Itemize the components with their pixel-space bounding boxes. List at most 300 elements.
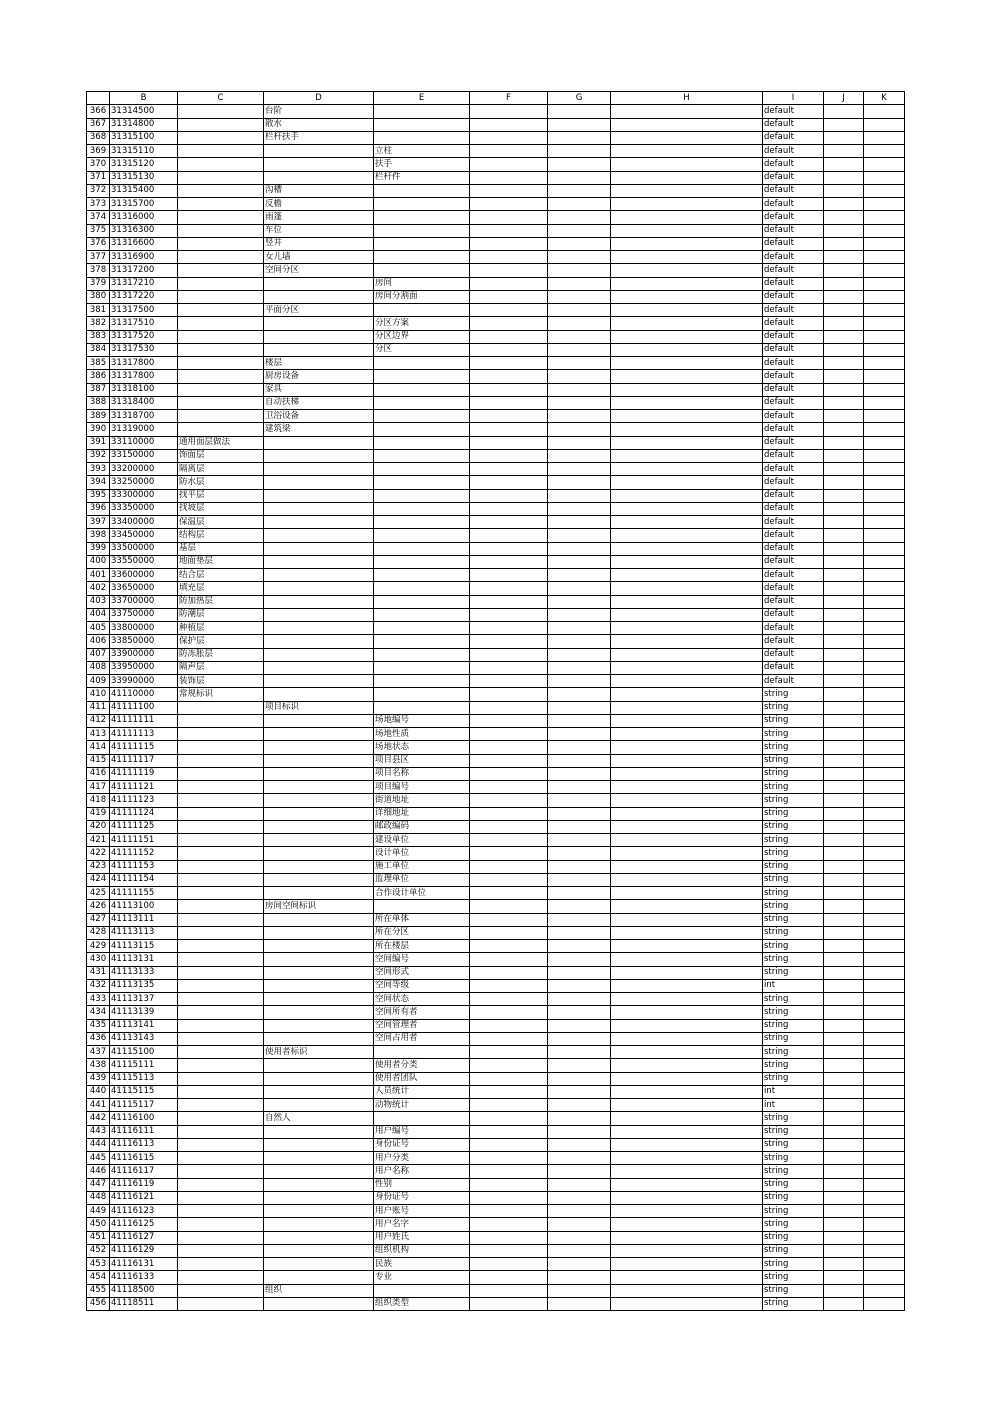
table-cell[interactable]: 用户分类 (374, 1152, 470, 1165)
table-cell[interactable]: 用户编号 (374, 1125, 470, 1138)
table-cell[interactable] (548, 1284, 611, 1297)
table-cell[interactable] (470, 834, 548, 847)
table-cell[interactable] (548, 1006, 611, 1019)
table-cell[interactable] (864, 1178, 905, 1191)
table-cell[interactable] (470, 1138, 548, 1151)
table-cell[interactable] (178, 1099, 264, 1112)
table-cell[interactable] (611, 661, 763, 674)
table-cell[interactable] (864, 887, 905, 900)
table-cell[interactable] (611, 410, 763, 423)
table-cell[interactable]: 结合层 (178, 569, 264, 582)
column-header[interactable]: F (470, 92, 548, 105)
table-cell[interactable] (548, 1205, 611, 1218)
table-cell[interactable]: 身份证号 (374, 1138, 470, 1151)
table-cell[interactable] (824, 1046, 864, 1059)
table-cell[interactable] (374, 489, 470, 502)
table-cell[interactable]: 41118511 (110, 1297, 178, 1310)
table-cell[interactable] (470, 608, 548, 621)
table-cell[interactable]: default (763, 635, 824, 648)
table-cell[interactable]: 防水层 (178, 476, 264, 489)
table-cell[interactable] (470, 251, 548, 264)
table-cell[interactable] (611, 1125, 763, 1138)
table-cell[interactable]: 31317520 (110, 330, 178, 343)
table-cell[interactable]: 通用面层做法 (178, 436, 264, 449)
table-cell[interactable] (470, 396, 548, 409)
table-cell[interactable]: 41111155 (110, 887, 178, 900)
table-cell[interactable] (264, 966, 374, 979)
table-cell[interactable] (178, 781, 264, 794)
table-cell[interactable] (864, 118, 905, 131)
table-cell[interactable] (470, 158, 548, 171)
table-cell[interactable] (470, 900, 548, 913)
table-cell[interactable]: 散水 (264, 118, 374, 131)
table-cell[interactable]: string (763, 900, 824, 913)
table-cell[interactable] (864, 873, 905, 886)
table-cell[interactable] (470, 1112, 548, 1125)
table-cell[interactable] (824, 158, 864, 171)
table-cell[interactable] (548, 158, 611, 171)
table-cell[interactable]: 家具 (264, 383, 374, 396)
table-cell[interactable] (864, 900, 905, 913)
table-cell[interactable]: string (763, 688, 824, 701)
table-cell[interactable] (824, 1112, 864, 1125)
table-cell[interactable] (864, 1284, 905, 1297)
table-cell[interactable]: 33990000 (110, 675, 178, 688)
table-cell[interactable] (548, 463, 611, 476)
table-cell[interactable] (178, 1205, 264, 1218)
table-cell[interactable]: 楼层 (264, 357, 374, 370)
table-cell[interactable]: default (763, 622, 824, 635)
table-cell[interactable] (178, 1112, 264, 1125)
table-cell[interactable] (611, 449, 763, 462)
table-cell[interactable]: 33750000 (110, 608, 178, 621)
table-cell[interactable] (864, 966, 905, 979)
table-cell[interactable] (824, 595, 864, 608)
table-cell[interactable] (470, 211, 548, 224)
table-cell[interactable]: 41116119 (110, 1178, 178, 1191)
table-cell[interactable] (470, 661, 548, 674)
table-cell[interactable]: string (763, 860, 824, 873)
table-cell[interactable]: 41111154 (110, 873, 178, 886)
table-cell[interactable] (824, 834, 864, 847)
table-cell[interactable] (374, 582, 470, 595)
table-cell[interactable] (548, 145, 611, 158)
table-cell[interactable] (824, 343, 864, 356)
table-cell[interactable] (864, 264, 905, 277)
table-cell[interactable] (611, 290, 763, 303)
table-cell[interactable] (264, 1271, 374, 1284)
table-cell[interactable] (611, 184, 763, 197)
table-cell[interactable] (470, 423, 548, 436)
table-cell[interactable]: default (763, 330, 824, 343)
table-cell[interactable]: default (763, 555, 824, 568)
table-cell[interactable]: 栏杆件 (374, 171, 470, 184)
table-cell[interactable] (611, 887, 763, 900)
table-cell[interactable] (548, 701, 611, 714)
table-cell[interactable] (824, 1032, 864, 1045)
table-cell[interactable] (864, 781, 905, 794)
table-cell[interactable]: string (763, 714, 824, 727)
table-cell[interactable] (548, 1218, 611, 1231)
table-cell[interactable] (864, 940, 905, 953)
table-cell[interactable] (178, 913, 264, 926)
table-cell[interactable] (611, 1032, 763, 1045)
table-cell[interactable] (548, 476, 611, 489)
table-cell[interactable] (178, 1085, 264, 1098)
table-cell[interactable] (864, 794, 905, 807)
table-cell[interactable] (548, 357, 611, 370)
table-cell[interactable] (611, 1205, 763, 1218)
table-cell[interactable]: 33350000 (110, 502, 178, 515)
table-cell[interactable] (824, 1099, 864, 1112)
table-cell[interactable] (264, 1099, 374, 1112)
table-cell[interactable]: default (763, 648, 824, 661)
table-cell[interactable] (611, 688, 763, 701)
table-cell[interactable] (864, 926, 905, 939)
table-cell[interactable] (470, 767, 548, 780)
table-cell[interactable] (374, 542, 470, 555)
table-cell[interactable] (611, 728, 763, 741)
table-cell[interactable]: 平面分区 (264, 304, 374, 317)
table-cell[interactable] (548, 211, 611, 224)
table-cell[interactable]: default (763, 436, 824, 449)
table-cell[interactable] (824, 118, 864, 131)
table-cell[interactable]: 填充层 (178, 582, 264, 595)
table-cell[interactable]: string (763, 781, 824, 794)
table-cell[interactable] (264, 555, 374, 568)
table-cell[interactable] (264, 993, 374, 1006)
table-cell[interactable]: 41111124 (110, 807, 178, 820)
table-cell[interactable] (824, 1231, 864, 1244)
table-cell[interactable]: string (763, 966, 824, 979)
table-cell[interactable]: 41116123 (110, 1205, 178, 1218)
table-cell[interactable] (470, 873, 548, 886)
table-cell[interactable] (864, 1059, 905, 1072)
table-cell[interactable]: default (763, 198, 824, 211)
table-cell[interactable] (824, 993, 864, 1006)
table-cell[interactable]: string (763, 767, 824, 780)
table-cell[interactable] (178, 290, 264, 303)
table-cell[interactable] (864, 847, 905, 860)
table-cell[interactable] (178, 993, 264, 1006)
table-cell[interactable] (548, 251, 611, 264)
table-cell[interactable] (611, 370, 763, 383)
table-cell[interactable] (864, 304, 905, 317)
table-cell[interactable] (824, 635, 864, 648)
table-cell[interactable] (374, 675, 470, 688)
table-cell[interactable] (470, 184, 548, 197)
table-cell[interactable]: string (763, 1258, 824, 1271)
table-cell[interactable] (264, 754, 374, 767)
table-cell[interactable]: 种植层 (178, 622, 264, 635)
table-cell[interactable] (470, 1258, 548, 1271)
table-cell[interactable] (264, 741, 374, 754)
table-cell[interactable] (374, 476, 470, 489)
table-cell[interactable] (470, 1125, 548, 1138)
table-cell[interactable] (470, 913, 548, 926)
table-cell[interactable] (824, 940, 864, 953)
table-cell[interactable] (548, 118, 611, 131)
table-cell[interactable]: 施工单位 (374, 860, 470, 873)
table-cell[interactable] (611, 781, 763, 794)
table-cell[interactable] (470, 1218, 548, 1231)
table-cell[interactable] (824, 688, 864, 701)
column-header[interactable]: K (864, 92, 905, 105)
table-cell[interactable] (611, 343, 763, 356)
table-cell[interactable]: default (763, 370, 824, 383)
table-cell[interactable] (264, 290, 374, 303)
table-cell[interactable] (864, 595, 905, 608)
table-cell[interactable] (611, 357, 763, 370)
table-cell[interactable]: 41113139 (110, 1006, 178, 1019)
table-cell[interactable] (864, 1205, 905, 1218)
table-cell[interactable] (611, 1231, 763, 1244)
table-cell[interactable] (374, 131, 470, 144)
table-cell[interactable]: string (763, 1059, 824, 1072)
table-cell[interactable]: default (763, 357, 824, 370)
table-cell[interactable] (470, 476, 548, 489)
table-cell[interactable] (178, 1244, 264, 1257)
table-cell[interactable] (824, 807, 864, 820)
table-cell[interactable] (611, 1085, 763, 1098)
table-cell[interactable] (611, 794, 763, 807)
table-cell[interactable] (548, 661, 611, 674)
table-cell[interactable] (548, 542, 611, 555)
table-cell[interactable]: int (763, 1085, 824, 1098)
table-cell[interactable] (470, 1046, 548, 1059)
table-cell[interactable]: string (763, 1165, 824, 1178)
table-cell[interactable] (470, 794, 548, 807)
table-cell[interactable] (264, 595, 374, 608)
table-cell[interactable] (611, 635, 763, 648)
table-cell[interactable] (264, 1032, 374, 1045)
table-cell[interactable] (548, 396, 611, 409)
table-cell[interactable] (264, 834, 374, 847)
table-cell[interactable] (374, 198, 470, 211)
table-cell[interactable] (178, 423, 264, 436)
table-cell[interactable] (178, 741, 264, 754)
table-cell[interactable] (824, 1284, 864, 1297)
table-cell[interactable] (864, 754, 905, 767)
table-cell[interactable] (264, 807, 374, 820)
table-cell[interactable] (824, 529, 864, 542)
table-cell[interactable] (548, 237, 611, 250)
table-cell[interactable] (611, 926, 763, 939)
table-cell[interactable]: 41116121 (110, 1191, 178, 1204)
table-cell[interactable]: 41115111 (110, 1059, 178, 1072)
table-cell[interactable] (470, 648, 548, 661)
table-cell[interactable] (548, 198, 611, 211)
table-cell[interactable] (824, 1085, 864, 1098)
table-cell[interactable] (548, 648, 611, 661)
table-cell[interactable]: 31317210 (110, 277, 178, 290)
table-cell[interactable] (470, 675, 548, 688)
table-cell[interactable] (548, 926, 611, 939)
table-cell[interactable]: 空间占用者 (374, 1032, 470, 1045)
table-cell[interactable] (374, 516, 470, 529)
table-cell[interactable] (178, 767, 264, 780)
table-cell[interactable] (548, 900, 611, 913)
table-cell[interactable] (548, 304, 611, 317)
table-cell[interactable] (264, 1138, 374, 1151)
table-cell[interactable]: default (763, 264, 824, 277)
table-cell[interactable] (548, 582, 611, 595)
table-cell[interactable] (824, 728, 864, 741)
table-cell[interactable]: default (763, 131, 824, 144)
table-cell[interactable] (864, 277, 905, 290)
table-cell[interactable] (470, 529, 548, 542)
table-cell[interactable] (824, 1138, 864, 1151)
table-cell[interactable] (864, 1072, 905, 1085)
table-cell[interactable]: 常规标识 (178, 688, 264, 701)
table-cell[interactable] (611, 993, 763, 1006)
table-cell[interactable]: 空间管理者 (374, 1019, 470, 1032)
table-cell[interactable] (611, 979, 763, 992)
table-cell[interactable]: string (763, 1284, 824, 1297)
table-cell[interactable] (470, 1099, 548, 1112)
column-header[interactable]: G (548, 92, 611, 105)
table-cell[interactable] (548, 131, 611, 144)
table-cell[interactable] (178, 953, 264, 966)
table-cell[interactable]: string (763, 847, 824, 860)
table-cell[interactable]: 专业 (374, 1271, 470, 1284)
table-cell[interactable]: 自然人 (264, 1112, 374, 1125)
table-cell[interactable] (548, 873, 611, 886)
table-cell[interactable]: int (763, 1099, 824, 1112)
table-cell[interactable] (178, 211, 264, 224)
table-cell[interactable] (374, 105, 470, 118)
table-cell[interactable] (470, 1244, 548, 1257)
table-cell[interactable] (611, 940, 763, 953)
table-cell[interactable] (264, 1085, 374, 1098)
table-cell[interactable]: 雨篷 (264, 211, 374, 224)
table-cell[interactable]: default (763, 118, 824, 131)
table-cell[interactable] (864, 913, 905, 926)
table-cell[interactable] (864, 449, 905, 462)
table-cell[interactable] (864, 476, 905, 489)
table-cell[interactable]: default (763, 290, 824, 303)
table-cell[interactable] (470, 1191, 548, 1204)
table-cell[interactable]: 33400000 (110, 516, 178, 529)
table-cell[interactable] (864, 834, 905, 847)
table-cell[interactable] (470, 953, 548, 966)
table-cell[interactable] (178, 1297, 264, 1310)
table-cell[interactable] (824, 370, 864, 383)
table-cell[interactable] (374, 383, 470, 396)
table-cell[interactable] (824, 767, 864, 780)
table-cell[interactable] (264, 1019, 374, 1032)
table-cell[interactable] (264, 476, 374, 489)
table-cell[interactable] (178, 1072, 264, 1085)
table-cell[interactable]: 31316300 (110, 224, 178, 237)
table-cell[interactable] (374, 1112, 470, 1125)
table-cell[interactable]: string (763, 873, 824, 886)
table-cell[interactable] (470, 343, 548, 356)
table-cell[interactable] (548, 1019, 611, 1032)
table-cell[interactable] (470, 1205, 548, 1218)
table-cell[interactable] (470, 1085, 548, 1098)
table-cell[interactable] (470, 860, 548, 873)
table-cell[interactable] (264, 648, 374, 661)
table-cell[interactable] (611, 675, 763, 688)
table-cell[interactable] (178, 184, 264, 197)
table-cell[interactable] (824, 966, 864, 979)
table-cell[interactable] (178, 1046, 264, 1059)
table-cell[interactable] (470, 1231, 548, 1244)
column-header[interactable] (87, 92, 110, 105)
table-cell[interactable] (548, 807, 611, 820)
table-cell[interactable] (548, 953, 611, 966)
table-cell[interactable]: string (763, 993, 824, 1006)
table-cell[interactable]: 项目标识 (264, 701, 374, 714)
table-cell[interactable]: default (763, 145, 824, 158)
table-cell[interactable] (611, 701, 763, 714)
table-cell[interactable] (824, 198, 864, 211)
table-cell[interactable]: 41116100 (110, 1112, 178, 1125)
table-cell[interactable]: 33900000 (110, 648, 178, 661)
table-cell[interactable]: default (763, 158, 824, 171)
table-cell[interactable]: 41111113 (110, 728, 178, 741)
table-cell[interactable] (548, 820, 611, 833)
table-cell[interactable] (824, 701, 864, 714)
table-cell[interactable]: 41111153 (110, 860, 178, 873)
table-cell[interactable]: default (763, 237, 824, 250)
table-cell[interactable] (470, 516, 548, 529)
table-cell[interactable]: string (763, 940, 824, 953)
table-cell[interactable] (470, 754, 548, 767)
table-cell[interactable] (374, 661, 470, 674)
table-cell[interactable] (374, 529, 470, 542)
table-cell[interactable]: 组织类型 (374, 1297, 470, 1310)
table-cell[interactable] (264, 940, 374, 953)
table-cell[interactable] (178, 224, 264, 237)
table-cell[interactable] (824, 622, 864, 635)
table-cell[interactable] (548, 887, 611, 900)
table-cell[interactable] (548, 1258, 611, 1271)
table-cell[interactable] (824, 171, 864, 184)
table-cell[interactable] (178, 1006, 264, 1019)
table-cell[interactable] (548, 410, 611, 423)
table-cell[interactable] (824, 463, 864, 476)
table-cell[interactable]: string (763, 728, 824, 741)
table-cell[interactable] (864, 701, 905, 714)
table-cell[interactable] (611, 1152, 763, 1165)
table-cell[interactable] (264, 953, 374, 966)
table-cell[interactable]: 房间分割面 (374, 290, 470, 303)
table-cell[interactable]: string (763, 1191, 824, 1204)
table-cell[interactable]: 身份证号 (374, 1191, 470, 1204)
table-cell[interactable] (611, 1258, 763, 1271)
table-cell[interactable] (470, 966, 548, 979)
table-cell[interactable] (264, 1059, 374, 1072)
table-cell[interactable] (470, 1072, 548, 1085)
table-cell[interactable]: 31315700 (110, 198, 178, 211)
table-cell[interactable]: 41113141 (110, 1019, 178, 1032)
table-cell[interactable]: 41116115 (110, 1152, 178, 1165)
table-cell[interactable]: 33800000 (110, 622, 178, 635)
table-cell[interactable]: default (763, 224, 824, 237)
table-cell[interactable]: 41113135 (110, 979, 178, 992)
table-cell[interactable] (548, 184, 611, 197)
table-cell[interactable]: 31317500 (110, 304, 178, 317)
table-cell[interactable] (178, 251, 264, 264)
table-cell[interactable]: default (763, 582, 824, 595)
table-cell[interactable] (374, 1046, 470, 1059)
table-cell[interactable]: string (763, 887, 824, 900)
table-cell[interactable] (548, 675, 611, 688)
table-cell[interactable] (824, 1059, 864, 1072)
table-cell[interactable] (264, 529, 374, 542)
